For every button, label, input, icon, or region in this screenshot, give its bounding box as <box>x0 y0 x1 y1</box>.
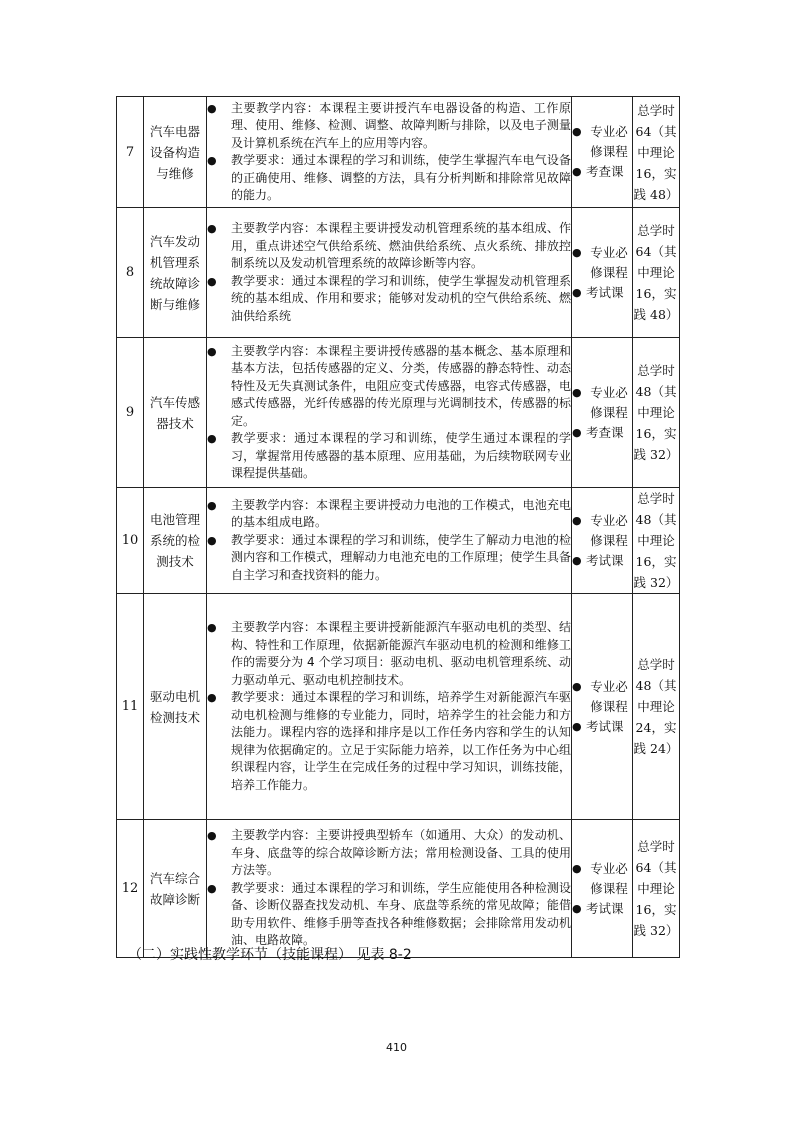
assessment-type-text: 考试课 <box>586 718 624 734</box>
course-name-line: 器技术 <box>156 415 194 431</box>
course-hours-line: 践 48） <box>633 307 679 322</box>
course-name-line: 汽车综合 <box>149 870 200 886</box>
course-type <box>572 594 633 820</box>
bullet-icon: ● <box>572 165 582 178</box>
assessment-type-text: 考试课 <box>586 900 624 916</box>
teaching-requirement-item <box>207 152 571 205</box>
course-hours <box>633 208 680 338</box>
course-name-line: 机管理系 <box>149 254 200 270</box>
course-hours-line: 48（其 <box>635 384 677 399</box>
bullet-icon: ● <box>207 274 217 288</box>
course-type <box>572 208 633 338</box>
bullet-icon: ● <box>207 498 217 512</box>
teaching-requirement-text: 教学要求：通过本课程的学习和训练，使学生掌握发动机管理系统的基本组成、作用和要求；能够对发动机的空气供给系统、燃油供给系统 <box>231 273 571 323</box>
course-name-line: 统故障诊 <box>149 275 200 291</box>
bullet-icon: ● <box>572 553 582 567</box>
course-name <box>144 338 207 488</box>
bullet-icon: ● <box>572 245 582 259</box>
course-name-line: 汽车发动 <box>149 233 200 249</box>
assessment-type <box>572 423 632 443</box>
course-row <box>117 820 680 958</box>
teaching-requirement-item <box>207 689 571 794</box>
course-category-text: 专业必修课程 <box>590 512 628 548</box>
course-hours <box>633 820 680 958</box>
course-hours-line: 中理论 <box>637 881 675 896</box>
teaching-content-item <box>207 343 571 431</box>
course-name <box>144 594 207 820</box>
course-hours-line: 中理论 <box>637 533 675 548</box>
course-row <box>117 208 680 338</box>
course-row <box>117 488 680 594</box>
course-name <box>144 820 207 958</box>
teaching-requirement-text: 教学要求：通过本课程的学习和训练，使学生通过本课程的学习，掌握常用传感器的基本原理、应用基础，为后续物联网专业课程提供基础。 <box>231 431 571 480</box>
course-hours-line: 总学时 <box>637 657 675 672</box>
course-hours-line: 64（其 <box>635 860 677 875</box>
course-hours-line: 16，实 <box>635 902 677 917</box>
course-content <box>207 97 572 208</box>
course-category <box>572 859 632 899</box>
course-category <box>572 677 632 717</box>
assessment-type <box>572 283 632 303</box>
course-name-line: 断与维修 <box>149 296 200 312</box>
assessment-type-text: 考试课 <box>586 552 624 568</box>
teaching-requirement-text: 教学要求：通过本课程的学习和训练，使学生掌握汽车电气设备的正确使用、维修、调整的方法，具有分析判断和排除常见故障的能力。 <box>231 153 571 202</box>
page-number: 410 <box>386 1041 407 1054</box>
teaching-content-item <box>207 497 571 532</box>
course-hours-line: 24，实 <box>635 720 677 735</box>
teaching-content-item <box>207 100 571 153</box>
course-hours <box>633 338 680 488</box>
assessment-type <box>572 717 632 737</box>
course-category-text: 专业必修课程 <box>590 678 628 714</box>
course-hours-line: 中理论 <box>637 699 675 714</box>
teaching-content-item <box>207 619 571 689</box>
bullet-icon: ● <box>207 829 217 843</box>
course-number: 10 <box>117 488 144 594</box>
course-hours-line: 总学时 <box>637 363 675 378</box>
bullet-icon: ● <box>572 719 582 733</box>
course-name-line: 测技术 <box>156 554 194 569</box>
course-content <box>207 820 572 958</box>
course-name-line: 故障诊断 <box>149 891 200 907</box>
course-name-line: 汽车传感 <box>149 394 200 410</box>
assessment-type-text: 考试课 <box>586 284 624 300</box>
course-table <box>116 96 680 958</box>
assessment-type-text: 考查课 <box>586 424 624 440</box>
bullet-icon: ● <box>572 513 582 527</box>
course-hours-line: 16，实 <box>635 165 677 181</box>
course-category-text: 专业必修课程 <box>590 860 628 896</box>
teaching-content-text: 主要教学内容：本课程主要讲授汽车电器设备的构造、工作原理、使用、维修、检测、调整、故障判断与排除，以及电子测量及计算机系统在汽车上的应用等内容。 <box>231 100 571 150</box>
course-hours-line: 践 24） <box>633 741 679 756</box>
section-title: （二）实践性教学环节（技能课程） 见表 8-2 <box>128 947 412 963</box>
course-category-text: 专业必修课程 <box>590 124 628 159</box>
course-row <box>117 594 680 820</box>
teaching-content-text: 主要教学内容：主要讲授典型轿车（如通用、大众）的发动机、车身、底盘等的综合故障诊断方法；常用检测设备、工具的使用方法等。 <box>231 828 571 878</box>
course-name-line: 驱动电机 <box>149 688 200 704</box>
teaching-requirement-text: 教学要求：通过本课程的学习和训练，使学生了解动力电池的检测内容和工作模式，理解动力电池充电的工作原理；使学生具备自主学习和查找资料的能力。 <box>231 532 571 582</box>
course-content <box>207 488 572 594</box>
course-category-text: 专业必修课程 <box>590 384 628 420</box>
course-category-text: 专业必修课程 <box>590 244 628 280</box>
course-hours <box>633 97 680 208</box>
teaching-content-text: 主要教学内容：本课程主要讲授传感器的基本概念、基本原理和基本方法，包括传感器的定义、分类，传感器的静态特性、动态特性及无失真测试条件，电阻应变式传感器，电容式传感器，电感式传感器，光纤传感器的传光原理与光调制技术，传感器的标定。 <box>231 343 571 428</box>
course-hours-line: 中理论 <box>637 265 675 280</box>
bullet-icon: ● <box>572 385 582 399</box>
course-hours-line: 践 32） <box>633 575 679 590</box>
bullet-icon: ● <box>207 621 217 634</box>
course-hours <box>633 594 680 820</box>
teaching-content-text: 主要教学内容：本课程主要讲授新能源汽车驱动电机的类型、结构、特性和工作原理，依据新能源汽车驱动电机的检测和维修工作的需要分为 4 个学习项目：驱动电机、驱动电机管理系统、动力驱动单元、驱动电机控制技术。 <box>231 620 571 687</box>
course-hours-line: 48（其 <box>635 678 677 693</box>
bullet-icon: ● <box>207 691 217 704</box>
course-hours <box>633 488 680 594</box>
assessment-type <box>572 551 632 571</box>
bullet-icon: ● <box>207 432 217 445</box>
course-hours-line: 总学时 <box>637 102 675 118</box>
course-hours-line: 总学时 <box>637 223 675 238</box>
course-category <box>572 122 632 162</box>
assessment-type <box>572 162 632 182</box>
course-category <box>572 383 632 423</box>
bullet-icon: ● <box>207 154 217 167</box>
teaching-requirement-item <box>207 273 571 326</box>
bullet-icon: ● <box>207 101 217 115</box>
bullet-icon: ● <box>572 901 582 915</box>
course-hours-line: 践 48） <box>633 186 679 202</box>
course-hours-line: 总学时 <box>637 491 675 506</box>
course-number: 9 <box>117 338 144 488</box>
course-content <box>207 208 572 338</box>
bullet-icon: ● <box>572 679 582 693</box>
course-hours-line: 总学时 <box>637 839 675 854</box>
course-hours-line: 践 32） <box>633 923 679 938</box>
assessment-type-text: 考查课 <box>586 164 624 179</box>
teaching-requirement-text: 教学要求：通过本课程的学习和训练，培养学生对新能源汽车驱动电机检测与维修的专业能力，同时，培养学生的社会能力和方法能力。课程内容的选择和排序是以工作任务内容和学生的认知规律为依据确定的。立足于实际能力培养，以工作任务为中心组织课程内容，让学生在完成任务的过程中学习知识，训练技能，培养工作能力。 <box>231 690 571 792</box>
course-name-line: 与维修 <box>156 165 194 181</box>
course-row <box>117 97 680 208</box>
bullet-icon: ● <box>572 125 582 138</box>
bullet-icon: ● <box>207 344 217 358</box>
course-hours-line: 中理论 <box>637 144 675 160</box>
bullet-icon: ● <box>207 222 217 235</box>
bullet-icon: ● <box>572 861 582 875</box>
teaching-content-item <box>207 827 571 880</box>
teaching-content-item <box>207 220 571 273</box>
course-number: 8 <box>117 208 144 338</box>
course-name <box>144 97 207 208</box>
course-name-line: 设备构造 <box>149 144 200 160</box>
course-name <box>144 208 207 338</box>
course-hours-line: 16，实 <box>635 554 677 569</box>
course-name-line: 电池管理 <box>149 512 200 527</box>
teaching-requirement-item <box>207 880 571 950</box>
course-row <box>117 338 680 488</box>
course-content <box>207 338 572 488</box>
course-hours-line: 16，实 <box>635 426 677 441</box>
course-hours-line: 48（其 <box>635 512 677 527</box>
course-name-line: 检测技术 <box>149 709 200 725</box>
teaching-requirement-item <box>207 532 571 585</box>
course-content <box>207 594 572 820</box>
course-name <box>144 488 207 594</box>
teaching-requirement-text: 教学要求：通过本课程的学习和训练，学生应能使用各种检测设备、诊断仪器查找发动机、车身、底盘等系统的常见故障；能借助专用软件、维修手册等查找各种维修数据；会排除常用发动机油、电路故障。 <box>231 880 571 948</box>
course-name-line: 汽车电器 <box>149 123 200 139</box>
course-number: 12 <box>117 820 144 958</box>
course-number: 11 <box>117 594 144 820</box>
course-name-line: 系统的检 <box>149 533 200 548</box>
course-hours-line: 16，实 <box>635 286 677 301</box>
course-hours-line: 践 32） <box>633 447 679 462</box>
bullet-icon: ● <box>207 881 217 895</box>
course-hours-line: 64（其 <box>635 244 677 259</box>
bullet-icon: ● <box>207 533 217 547</box>
course-type <box>572 338 633 488</box>
course-category <box>572 511 632 551</box>
course-category <box>572 243 632 283</box>
teaching-content-text: 主要教学内容：本课程主要讲授发动机管理系统的基本组成、作用，重点讲述空气供给系统、燃油供给系统、点火系统、排放控制系统以及发动机管理系统的故障诊断等内容。 <box>231 221 571 270</box>
teaching-content-text: 主要教学内容：本课程主要讲授动力电池的工作模式，电池充电的基本组成电路。 <box>231 497 571 530</box>
course-type <box>572 488 633 594</box>
course-number: 7 <box>117 97 144 208</box>
bullet-icon: ● <box>572 285 582 299</box>
course-hours-line: 64（其 <box>635 123 677 139</box>
bullet-icon: ● <box>572 425 582 439</box>
course-table-body <box>117 97 680 958</box>
assessment-type <box>572 899 632 919</box>
course-type <box>572 97 633 208</box>
teaching-requirement-item <box>207 430 571 483</box>
course-type <box>572 820 633 958</box>
course-hours-line: 中理论 <box>637 405 675 420</box>
